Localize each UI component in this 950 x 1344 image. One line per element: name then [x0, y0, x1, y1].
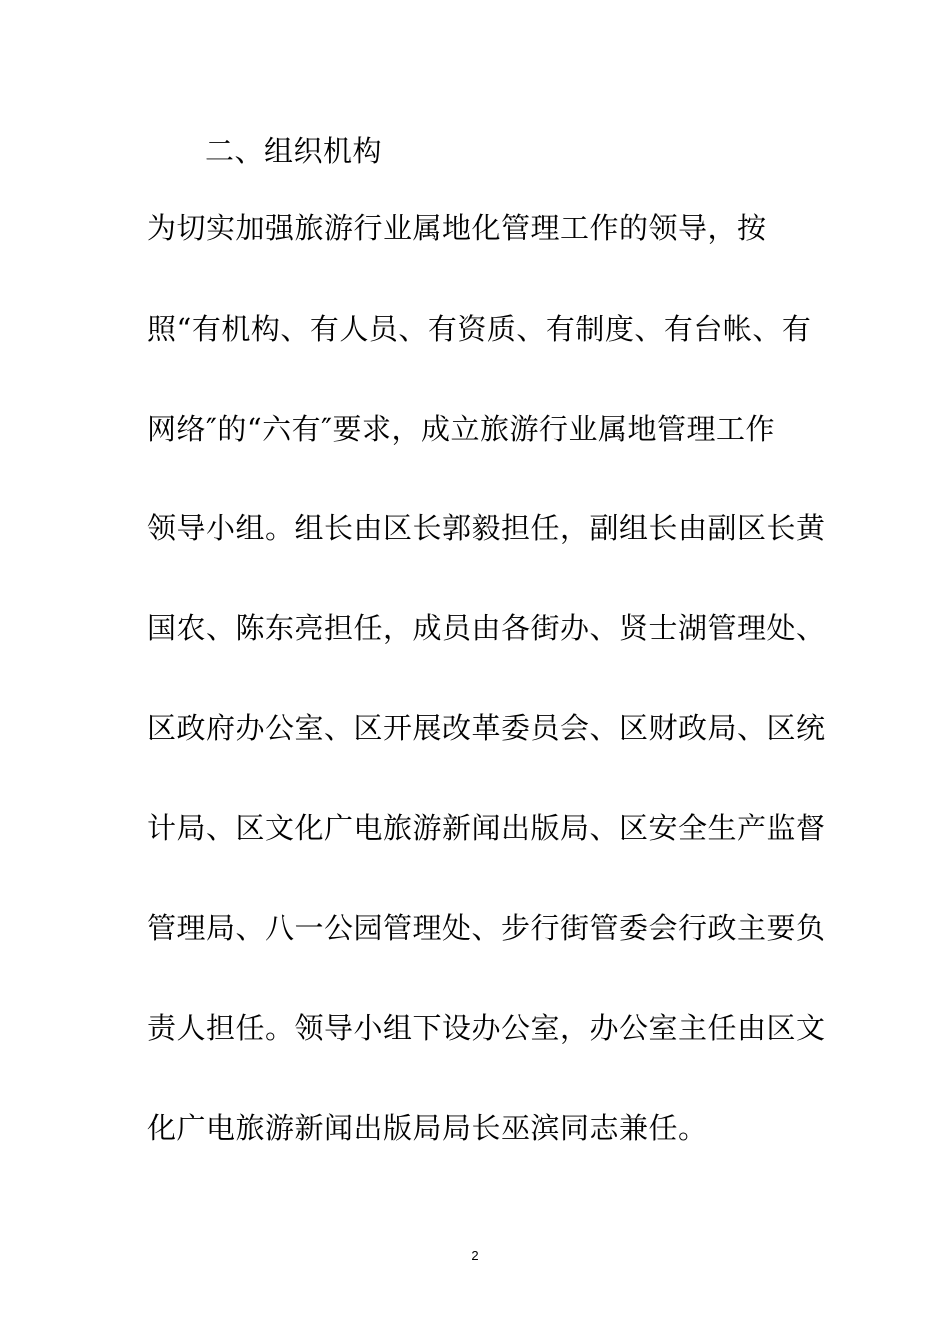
paragraph-line: 领导小组。组长由区长郭毅担任，副组长由副区长黄	[147, 511, 826, 545]
paragraph-line: 网络″的“六有″要求，成立旅游行业属地管理工作	[147, 412, 775, 446]
paragraph-line: 化广电旅游新闻出版局局长巫滨同志兼任。	[147, 1111, 708, 1145]
paragraph-line: 区政府办公室、区开展改革委员会、区财政局、区统	[147, 711, 826, 745]
page-number: 2	[471, 1248, 479, 1263]
paragraph-line: 国农、陈东亮担任，成员由各街办、贤士湖管理处、	[147, 611, 826, 645]
paragraph-line: 照“有机构、有人员、有资质、有制度、有台帐、有	[147, 312, 812, 346]
paragraph-line: 管理局、八一公园管理处、步行街管委会行政主要负	[147, 911, 826, 945]
paragraph-line: 计局、区文化广电旅游新闻出版局、区安全生产监督	[147, 811, 826, 845]
paragraph-line: 为切实加强旅游行业属地化管理工作的领导，按	[147, 211, 767, 245]
paragraph-line: 责人担任。领导小组下设办公室，办公室主任由区文	[147, 1011, 826, 1045]
section-heading: 二、组织机构	[205, 134, 383, 168]
